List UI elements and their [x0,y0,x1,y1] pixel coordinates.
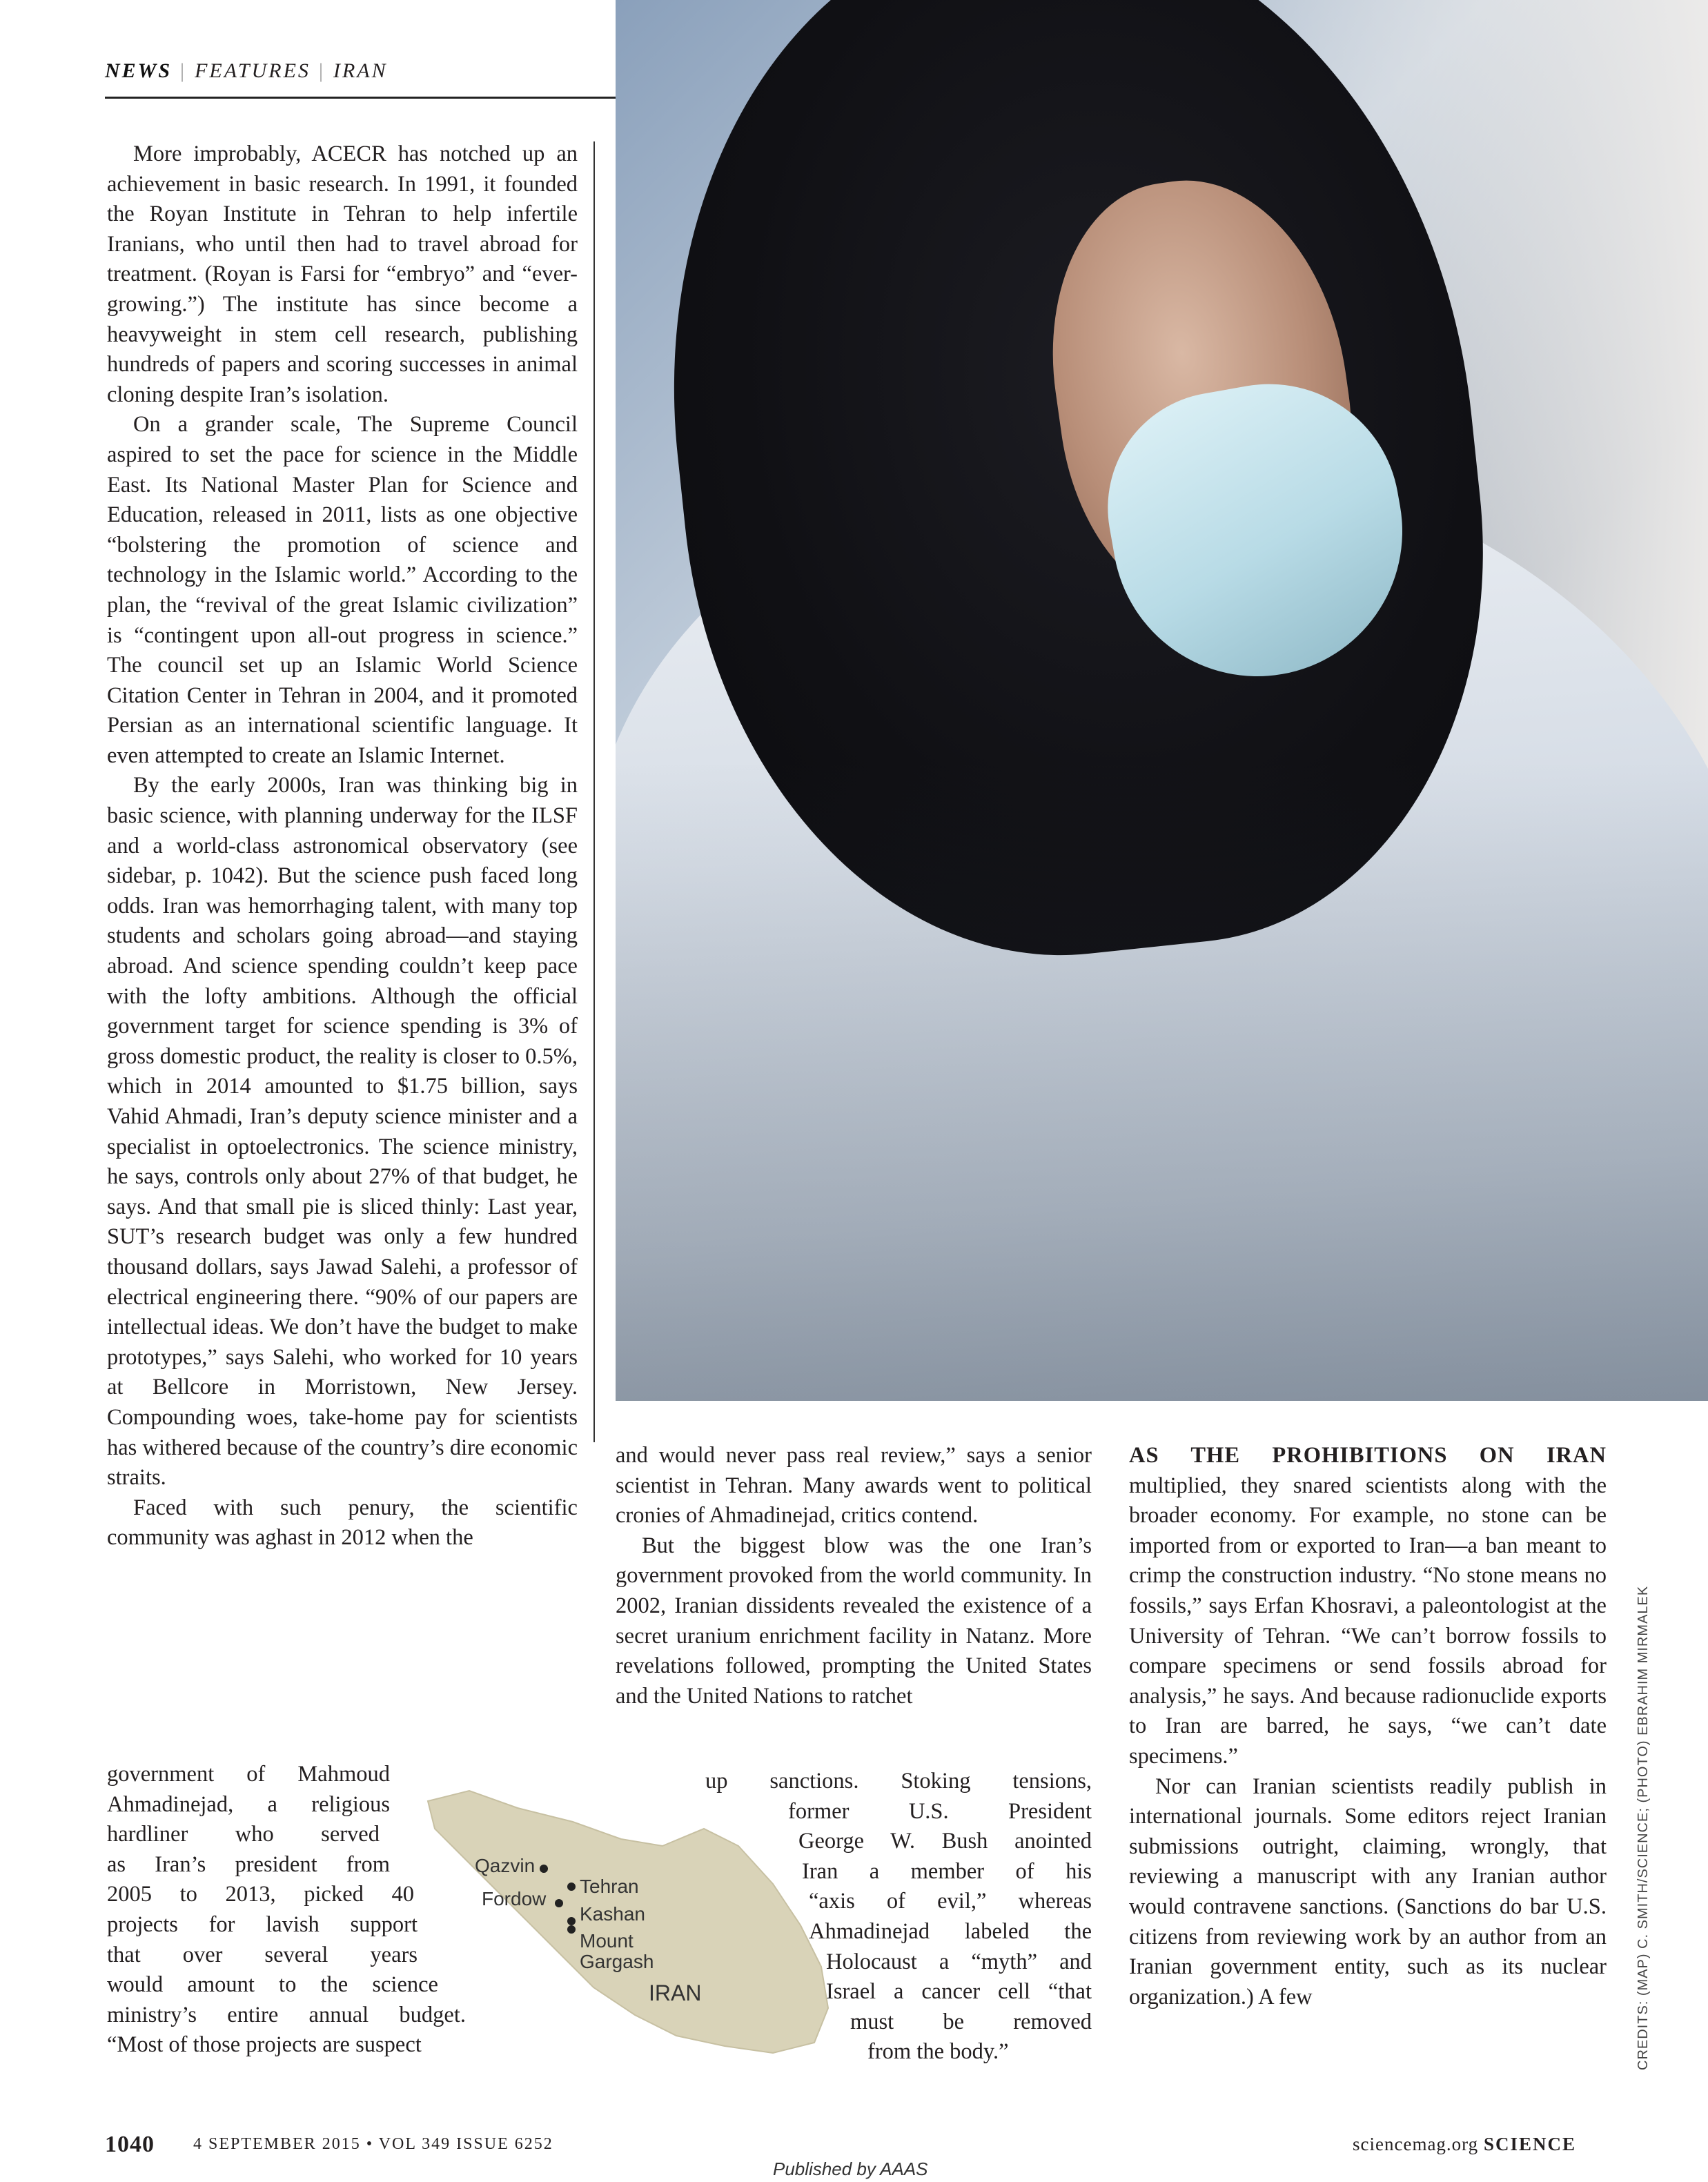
text-line: “axis of evil,” whereas [809,1889,1092,1914]
paragraph: Faced with such penury, the scientific community was aghast in 2012 when the [107,1495,578,1551]
city-marker [540,1865,548,1873]
city-marker [555,1899,563,1907]
running-head [105,59,388,83]
site-url: sciencemag.org [1353,2134,1479,2154]
paragraph: But the biggest blow was the one Iran’s government provoked from the world community. In 2002, Iranian dissidents revealed the existence of a secret uranium enrichment facility in Natanz. More revelations followed, prompting the United States and the United Nations to ratchet [616,1533,1092,1709]
lab-photo [616,0,1708,1401]
city-label-gargash: Mount Gargash [580,1930,654,1972]
text-line: as Iran’s president from [107,1851,390,1877]
text-line: Iran a member of his [802,1858,1092,1884]
city-label-tehran: Tehran [580,1876,639,1897]
text-line: George W. Bush anointed [798,1829,1092,1854]
issue-info: 4 SEPTEMBER 2015 • VOL 349 ISSUE 6252 [193,2135,553,2153]
column-2-wrap [616,1767,1092,2067]
city-marker [567,1925,576,1934]
lead-text: multiplied, they snared scientists along with the broader economy. For example, no stone can be imported from or exported to Iran—a ban meant to crimp the construction industry. “No stone means no fossils,” says Erfan Khosravi, a paleontologist at the University of Tehran. “We can’t borrow fossils to compare specimens or send fossils abroad for analysis,” he says. And because radionuclide exports to Iran are barred, he says, “we can’t date specimens.” [1129,1473,1607,1769]
text-line: Ahmadinejad labeled the [809,1918,1092,1944]
city-label-fordow: Fordow [482,1888,547,1909]
photo-credits: CREDITS: (MAP) C. SMITH/SCIENCE; (PHOTO) EBRAHIM MIRMALEK [1636,1585,1651,2070]
country-label: IRAN [649,1980,702,2005]
text-line: Israel a cancer cell “that [826,1979,1092,2005]
text-line: 2005 to 2013, picked 40 [107,1882,414,1907]
section-lead-in: AS THE PROHIBITIONS ON IRAN [1129,1443,1607,1468]
section-news: NEWS [105,59,173,82]
column-2 [616,1441,1092,1711]
text-line: former U.S. President [788,1798,1092,1824]
paragraph: Nor can Iranian scientists readily publish in international journals. Some editors reject Iranian submissions outright, claiming, wrongly, that reviewing a manuscript with any Iranian author would contravene sanctions. (Sanctions do bar U.S. citizens from reviewing work by an author from an Iranian government entity, such as its nuclear organization.) A few [1129,1773,1607,2009]
section-iran: IRAN [333,59,388,82]
text-line: ministry’s entire annual budget. [107,2002,466,2027]
city-label-kashan: Kashan [580,1903,645,1925]
section-features: FEATURES [195,59,311,82]
column-1 [107,139,578,1553]
site-brand [1353,2134,1576,2155]
text-line: must be removed [850,2009,1092,2034]
paragraph: On a grander scale, The Supreme Council aspired to set the pace for science in the Middle East. Its National Master Plan for Science and Education, released in 2011, lists as one objective “bolstering the promotion of science and technology in the Islamic world.” According to the plan, the “revival of the great Islamic civilization” is “contingent upon all-out progress in science.” The council set up an Islamic World Science Citation Center in Tehran in 2004, and it promoted Persian as an international scientific language. It even attempted to create an Islamic Internet. [107,412,578,768]
separator: | [180,59,187,82]
paragraph: By the early 2000s, Iran was thinking big in basic science, with planning underway for the ILSF and a world-class astronomical observatory (see sidebar, p. 1042). But the science push faced long odds. Iran was hemorrhaging talent, with many top students and scholars going abroad—and staying abroad. And science spending couldn’t keep pace with the lofty ambitions. Although the official government target for science spending is 3% of gross domestic product, the reality is closer to 0.5%, which in 2014 amounted to $1.75 billion, says Vahid Ahmadi, Iran’s deputy science minister and a specialist in optoelectronics. The science ministry, he says, controls only about 27% of that budget, he says. And that small pie is sliced thinly: Last year, SUT’s research budget was only a few hundred thousand dollars, says Jawad Salehi, a professor of electrical engineering there. “90% of our papers are intellectual ideas. We don’t have the budget to make prototypes,” says Salehi, who worked for 10 years at Bellcore in Morristown, New Jersey. Compounding woes, take-home pay for scientists has withered because of the country’s dire economic straits. [107,773,578,1491]
text-line: “Most of those projects are suspect [107,2032,422,2058]
text-line: from the body.” [867,2039,1009,2065]
text-line: that over several years [107,1942,418,1967]
page-number: 1040 [105,2132,155,2157]
header-rule [105,97,616,99]
paragraph [1129,1441,1607,1772]
column-rule [593,141,595,1442]
column-3 [1129,1441,1607,2012]
paragraph: and would never pass real review,” says a senior scientist in Tehran. Many awards went to political cronies of Ahmadinejad, critics contend. [616,1443,1092,1529]
text-line: Ahmadinejad, a religious [107,1791,390,1817]
text-line: government of Mahmoud [107,1762,390,1787]
text-line: hardliner who served [107,1822,380,1847]
separator: | [318,59,325,82]
text-line: would amount to the science [107,1972,438,1998]
text-line: Holocaust a “myth” and [826,1949,1092,1974]
city-marker [567,1883,576,1891]
text-line: projects for lavish support [107,1911,418,1937]
city-label-qazvin: Qazvin [475,1855,536,1876]
city-marker [567,1917,576,1925]
brand-name: SCIENCE [1483,2134,1576,2154]
paragraph: More improbably, ACECR has notched up an achievement in basic research. In 1991, it founded the Royan Institute in Tehran to help infertile Iranians, who until then had to travel abroad for treatment. (Royan is Farsi for “embryo” and “ever-growing.”) The institute has since become a heavyweight in stem cell research, publishing hundreds of papers and scoring successes in animal cloning despite Iran’s isolation. [107,141,578,407]
published-by: Published by AAAS [773,2159,928,2179]
text-line: up sanctions. Stoking tensions, [705,1769,1092,1793]
